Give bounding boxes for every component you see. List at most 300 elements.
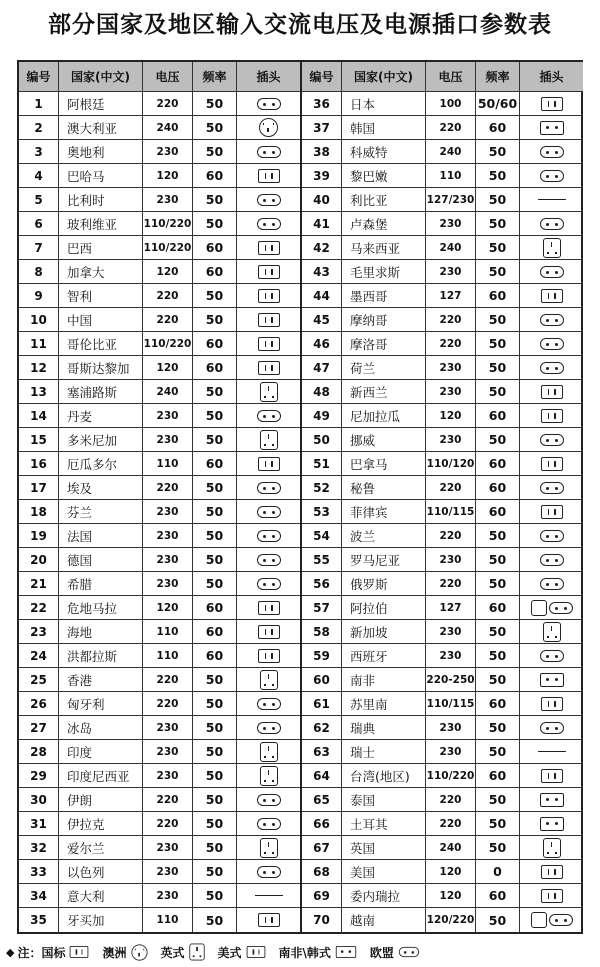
- cell-frequency: 50: [476, 212, 520, 235]
- cell-plug: [237, 548, 300, 571]
- table-row: [19, 860, 300, 884]
- table-row: [19, 188, 300, 212]
- cell-plug: [520, 380, 583, 403]
- cell-no: 52: [302, 476, 342, 499]
- plug-us-icon: [258, 457, 280, 471]
- cell-voltage: 220: [426, 308, 476, 331]
- cell-frequency: 50: [193, 500, 237, 523]
- cell-no: 66: [302, 812, 342, 835]
- plug-kr-icon: [540, 793, 564, 807]
- cell-no: 25: [19, 668, 59, 691]
- cell-voltage: 120: [143, 596, 193, 619]
- cell-no: 9: [19, 284, 59, 307]
- cell-country: 泰国: [342, 788, 426, 811]
- cell-voltage: 110/220: [143, 212, 193, 235]
- cell-country: 日本: [342, 92, 426, 115]
- cell-no: 35: [19, 908, 59, 932]
- cell-voltage: 120/220: [426, 908, 476, 932]
- cell-no: 11: [19, 332, 59, 355]
- cell-country: 危地马拉: [59, 596, 143, 619]
- cell-country: 摩纳哥: [342, 308, 426, 331]
- cell-country: 哥斯达黎加: [59, 356, 143, 379]
- cell-frequency: 60: [193, 164, 237, 187]
- cell-voltage: 230: [143, 140, 193, 163]
- cell-no: 6: [19, 212, 59, 235]
- cell-frequency: 50: [193, 284, 237, 307]
- table-row: [19, 548, 300, 572]
- cell-country: 新西兰: [342, 380, 426, 403]
- plug-us-icon: [258, 313, 280, 327]
- cell-voltage: 240: [426, 140, 476, 163]
- cell-voltage: 230: [426, 428, 476, 451]
- cell-frequency: 50: [476, 740, 520, 763]
- table-row: [19, 140, 300, 164]
- cell-country: 罗马尼亚: [342, 548, 426, 571]
- cell-plug: [520, 716, 583, 739]
- header-voltage: 电压: [143, 62, 193, 91]
- cell-country: 台湾(地区): [342, 764, 426, 787]
- cell-plug: [520, 692, 583, 715]
- cell-frequency: 60: [476, 476, 520, 499]
- legend-label: 注：国标: [17, 945, 66, 960]
- cell-plug: [237, 476, 300, 499]
- cell-plug: [237, 260, 300, 283]
- plug-uk-icon: [189, 944, 204, 961]
- plug-us-icon: [541, 505, 563, 519]
- plug-us-icon: [258, 289, 280, 303]
- cell-no: 20: [19, 548, 59, 571]
- cell-frequency: 60: [193, 260, 237, 283]
- plug-eu-icon: [257, 98, 281, 110]
- cell-country: 丹麦: [59, 404, 143, 427]
- plug-us-icon: [541, 289, 563, 303]
- table-row: [19, 380, 300, 404]
- table-header-row: [302, 62, 583, 92]
- plug-none-icon: [538, 751, 566, 752]
- table-row: [19, 92, 300, 116]
- cell-country: 马来西亚: [342, 236, 426, 259]
- legend-item-national: [17, 944, 90, 961]
- table-row: [302, 788, 583, 812]
- cell-frequency: 60: [193, 452, 237, 475]
- cell-plug: [237, 788, 300, 811]
- cell-plug: [520, 212, 583, 235]
- cell-voltage: 100: [426, 92, 476, 115]
- cell-plug: [520, 476, 583, 499]
- table-row: [302, 140, 583, 164]
- cell-country: 菲律宾: [342, 500, 426, 523]
- table-row: [302, 188, 583, 212]
- cell-voltage: 110/120: [426, 452, 476, 475]
- cell-country: 玻利维亚: [59, 212, 143, 235]
- cell-plug: [237, 620, 300, 643]
- cell-voltage: 110: [143, 620, 193, 643]
- cell-frequency: 50: [476, 260, 520, 283]
- cell-no: 32: [19, 836, 59, 859]
- cell-voltage: 110/115: [426, 500, 476, 523]
- parameter-table: [17, 60, 583, 934]
- cell-no: 30: [19, 788, 59, 811]
- cell-no: 40: [302, 188, 342, 211]
- table-left-half: [19, 62, 302, 932]
- cell-no: 54: [302, 524, 342, 547]
- cell-voltage: 240: [426, 236, 476, 259]
- table-row: [302, 620, 583, 644]
- table-row: [302, 668, 583, 692]
- plug-eu-icon: [257, 506, 281, 518]
- plug-eu-icon: [257, 722, 281, 734]
- cell-voltage: 220: [143, 788, 193, 811]
- cell-plug: [237, 308, 300, 331]
- table-row: [19, 236, 300, 260]
- cell-frequency: 60: [476, 884, 520, 907]
- cell-plug: [237, 500, 300, 523]
- cell-country: 挪威: [342, 428, 426, 451]
- header-country: 国家(中文): [342, 62, 426, 91]
- cell-plug: [237, 284, 300, 307]
- cell-voltage: 120: [143, 164, 193, 187]
- cell-frequency: 50: [476, 308, 520, 331]
- cell-country: 芬兰: [59, 500, 143, 523]
- plug-eu-icon: [540, 170, 564, 182]
- table-row: [302, 500, 583, 524]
- cell-no: 43: [302, 260, 342, 283]
- table-row: [302, 212, 583, 236]
- cell-voltage: 230: [426, 356, 476, 379]
- cell-voltage: 230: [143, 500, 193, 523]
- cell-plug: [237, 836, 300, 859]
- cell-voltage: 220: [143, 812, 193, 835]
- cell-no: 56: [302, 572, 342, 595]
- cell-no: 55: [302, 548, 342, 571]
- cell-voltage: 230: [143, 884, 193, 907]
- plug-uk-icon: [543, 238, 561, 258]
- header-frequency: 频率: [193, 62, 237, 91]
- cell-voltage: 230: [426, 740, 476, 763]
- cell-voltage: 120: [143, 356, 193, 379]
- cell-plug: [520, 164, 583, 187]
- cell-plug: [520, 572, 583, 595]
- table-row: [302, 92, 583, 116]
- cell-country: 冰岛: [59, 716, 143, 739]
- cell-voltage: 120: [426, 884, 476, 907]
- cell-frequency: 50: [193, 764, 237, 787]
- plug-us-icon: [258, 649, 280, 663]
- cell-country: 塞浦路斯: [59, 380, 143, 403]
- cell-plug: [237, 380, 300, 403]
- cell-frequency: 50: [476, 908, 520, 932]
- cell-plug: [520, 332, 583, 355]
- cell-plug: [237, 452, 300, 475]
- cell-country: 智利: [59, 284, 143, 307]
- cell-plug: [520, 620, 583, 643]
- cell-country: 意大利: [59, 884, 143, 907]
- cell-plug: [237, 668, 300, 691]
- cell-no: 67: [302, 836, 342, 859]
- cell-voltage: 220: [426, 116, 476, 139]
- table-row: [19, 164, 300, 188]
- plug-none-icon: [255, 895, 283, 896]
- cell-no: 44: [302, 284, 342, 307]
- table-row: [302, 356, 583, 380]
- cell-no: 50: [302, 428, 342, 451]
- cell-plug: [237, 572, 300, 595]
- plug-eu-icon: [540, 338, 564, 350]
- cell-frequency: 50: [476, 620, 520, 643]
- plug-eu-icon: [257, 218, 281, 230]
- plug-us-icon: [541, 769, 563, 783]
- cell-frequency: 60: [476, 452, 520, 475]
- cell-no: 38: [302, 140, 342, 163]
- cell-plug: [237, 236, 300, 259]
- cell-voltage: 230: [426, 644, 476, 667]
- table-row: [302, 716, 583, 740]
- cell-country: 秘鲁: [342, 476, 426, 499]
- cell-country: 牙买加: [59, 908, 143, 932]
- plug-us-icon: [258, 337, 280, 351]
- cell-country: 德国: [59, 548, 143, 571]
- plug-us-icon: [258, 625, 280, 639]
- table-row: [19, 332, 300, 356]
- page-title: 部分国家及地区输入交流电压及电源插口参数表: [48, 12, 552, 38]
- cell-no: 14: [19, 404, 59, 427]
- cell-voltage: 230: [143, 188, 193, 211]
- table-row: [302, 380, 583, 404]
- plug-eu-icon: [257, 698, 281, 710]
- cell-plug: [520, 356, 583, 379]
- cell-voltage: 240: [143, 380, 193, 403]
- cell-no: 53: [302, 500, 342, 523]
- cell-frequency: 50: [193, 860, 237, 883]
- table-row: [302, 596, 583, 620]
- cell-country: 利比亚: [342, 188, 426, 211]
- cell-frequency: 50: [193, 812, 237, 835]
- cell-frequency: 50: [193, 524, 237, 547]
- table-row: [302, 236, 583, 260]
- plug-us-icon: [258, 265, 280, 279]
- cell-country: 奥地利: [59, 140, 143, 163]
- cell-no: 39: [302, 164, 342, 187]
- plug-us-icon: [246, 946, 265, 958]
- cell-country: 瑞典: [342, 716, 426, 739]
- cell-voltage: 127: [426, 284, 476, 307]
- table-row: [19, 452, 300, 476]
- cell-no: 62: [302, 716, 342, 739]
- cell-country: 伊朗: [59, 788, 143, 811]
- cell-voltage: 230: [426, 716, 476, 739]
- cell-voltage: 220: [143, 476, 193, 499]
- cell-voltage: 110: [426, 164, 476, 187]
- table-row: [19, 764, 300, 788]
- cell-no: 69: [302, 884, 342, 907]
- table-row: [302, 116, 583, 140]
- legend: [6, 942, 596, 962]
- cell-plug: [237, 116, 300, 139]
- cell-plug: [520, 884, 583, 907]
- cell-country: 埃及: [59, 476, 143, 499]
- cell-voltage: 230: [143, 860, 193, 883]
- table-row: [19, 212, 300, 236]
- plug-uk-icon: [543, 622, 561, 642]
- cell-plug: [237, 404, 300, 427]
- cell-country: 韩国: [342, 116, 426, 139]
- table-right-half: [302, 62, 583, 932]
- plug-eu-icon: [257, 818, 281, 830]
- cell-country: 黎巴嫩: [342, 164, 426, 187]
- cell-frequency: 50: [476, 236, 520, 259]
- cell-frequency: 50: [193, 476, 237, 499]
- cell-country: 澳大利亚: [59, 116, 143, 139]
- cell-voltage: 230: [426, 260, 476, 283]
- table-row: [302, 908, 583, 932]
- cell-no: 65: [302, 788, 342, 811]
- plug-eu-icon: [540, 530, 564, 542]
- plug-us-icon: [258, 241, 280, 255]
- cell-plug: [520, 236, 583, 259]
- plug-square-icon: [531, 600, 547, 616]
- plug-us-icon: [541, 889, 563, 903]
- table-row: [19, 692, 300, 716]
- cell-voltage: 220: [143, 92, 193, 115]
- cell-voltage: 240: [426, 836, 476, 859]
- cell-voltage: 230: [143, 836, 193, 859]
- plug-us-icon: [541, 457, 563, 471]
- plug-eu-icon: [257, 146, 281, 158]
- cell-no: 24: [19, 644, 59, 667]
- legend-item: [370, 944, 421, 961]
- cell-no: 58: [302, 620, 342, 643]
- cell-frequency: 50: [193, 740, 237, 763]
- table-row: [302, 332, 583, 356]
- plug-none-icon: [538, 199, 566, 200]
- cell-country: 新加坡: [342, 620, 426, 643]
- cell-country: 摩洛哥: [342, 332, 426, 355]
- cell-country: 加拿大: [59, 260, 143, 283]
- header-frequency: 频率: [476, 62, 520, 91]
- plug-eu-icon: [540, 362, 564, 374]
- cell-frequency: 50: [476, 188, 520, 211]
- cell-voltage: 220: [426, 788, 476, 811]
- cell-frequency: 50: [476, 332, 520, 355]
- cell-no: 41: [302, 212, 342, 235]
- cell-country: 越南: [342, 908, 426, 932]
- cell-no: 7: [19, 236, 59, 259]
- cell-country: 苏里南: [342, 692, 426, 715]
- table-row: [302, 452, 583, 476]
- table-row: [302, 740, 583, 764]
- cell-plug: [520, 812, 583, 835]
- cell-frequency: 60: [476, 500, 520, 523]
- cell-no: 64: [302, 764, 342, 787]
- plug-eu-icon: [257, 530, 281, 542]
- cell-no: 23: [19, 620, 59, 643]
- table-row: [19, 788, 300, 812]
- plug-us-icon: [258, 361, 280, 375]
- cell-no: 5: [19, 188, 59, 211]
- cell-voltage: 127/230: [426, 188, 476, 211]
- plug-eu-icon: [540, 482, 564, 494]
- cell-voltage: 220: [426, 476, 476, 499]
- cell-country: 印度: [59, 740, 143, 763]
- table-row: [302, 524, 583, 548]
- cell-frequency: 60: [476, 404, 520, 427]
- cell-voltage: 120: [426, 404, 476, 427]
- cell-plug: [520, 524, 583, 547]
- cell-frequency: 50: [193, 716, 237, 739]
- table-row: [302, 692, 583, 716]
- cell-voltage: 110/115: [426, 692, 476, 715]
- plug-uk-icon: [260, 742, 278, 762]
- cell-no: 26: [19, 692, 59, 715]
- cell-no: 46: [302, 332, 342, 355]
- cell-no: 12: [19, 356, 59, 379]
- plug-uk-icon: [260, 382, 278, 402]
- cell-plug: [520, 308, 583, 331]
- cell-frequency: 50: [193, 380, 237, 403]
- cell-frequency: 50: [193, 428, 237, 451]
- table-row: [302, 644, 583, 668]
- cell-plug: [520, 116, 583, 139]
- cell-voltage: 230: [143, 404, 193, 427]
- plug-au-icon: [131, 944, 147, 960]
- cell-voltage: 220: [143, 284, 193, 307]
- cell-frequency: 50: [193, 788, 237, 811]
- plug-eu-icon: [540, 722, 564, 734]
- table-row: [19, 476, 300, 500]
- cell-no: 57: [302, 596, 342, 619]
- cell-frequency: 60: [193, 596, 237, 619]
- table-row: [19, 260, 300, 284]
- cell-voltage: 220: [143, 668, 193, 691]
- header-no: 编号: [19, 62, 59, 91]
- cell-frequency: 50: [193, 116, 237, 139]
- cell-plug: [520, 284, 583, 307]
- table-row: [19, 620, 300, 644]
- cell-country: 中国: [59, 308, 143, 331]
- table-row: [302, 812, 583, 836]
- plug-uk-icon: [260, 766, 278, 786]
- plug-eu-icon: [257, 866, 281, 878]
- plug-eu-icon: [540, 266, 564, 278]
- plug-eu-icon: [257, 482, 281, 494]
- cell-country: 毛里求斯: [342, 260, 426, 283]
- table-row: [302, 260, 583, 284]
- table-row: [19, 284, 300, 308]
- cell-frequency: 60: [476, 596, 520, 619]
- cell-voltage: 230: [143, 572, 193, 595]
- table-row: [19, 668, 300, 692]
- cell-country: 卢森堡: [342, 212, 426, 235]
- cell-no: 1: [19, 92, 59, 115]
- cell-country: 香港: [59, 668, 143, 691]
- header-plug: 插头: [256, 70, 281, 84]
- cell-country: 巴拿马: [342, 452, 426, 475]
- cell-plug: [237, 740, 300, 763]
- cell-plug: [520, 644, 583, 667]
- cell-frequency: 50: [193, 92, 237, 115]
- cell-frequency: 60: [193, 332, 237, 355]
- table-header-row: [19, 62, 300, 92]
- cell-country: 多米尼加: [59, 428, 143, 451]
- cell-no: 18: [19, 500, 59, 523]
- cell-voltage: 110/220: [426, 764, 476, 787]
- plug-eu-icon: [549, 914, 573, 926]
- cell-voltage: 110/220: [143, 236, 193, 259]
- cell-plug: [520, 428, 583, 451]
- cell-no: 8: [19, 260, 59, 283]
- plug-square-icon: [531, 912, 547, 928]
- cell-plug: [237, 188, 300, 211]
